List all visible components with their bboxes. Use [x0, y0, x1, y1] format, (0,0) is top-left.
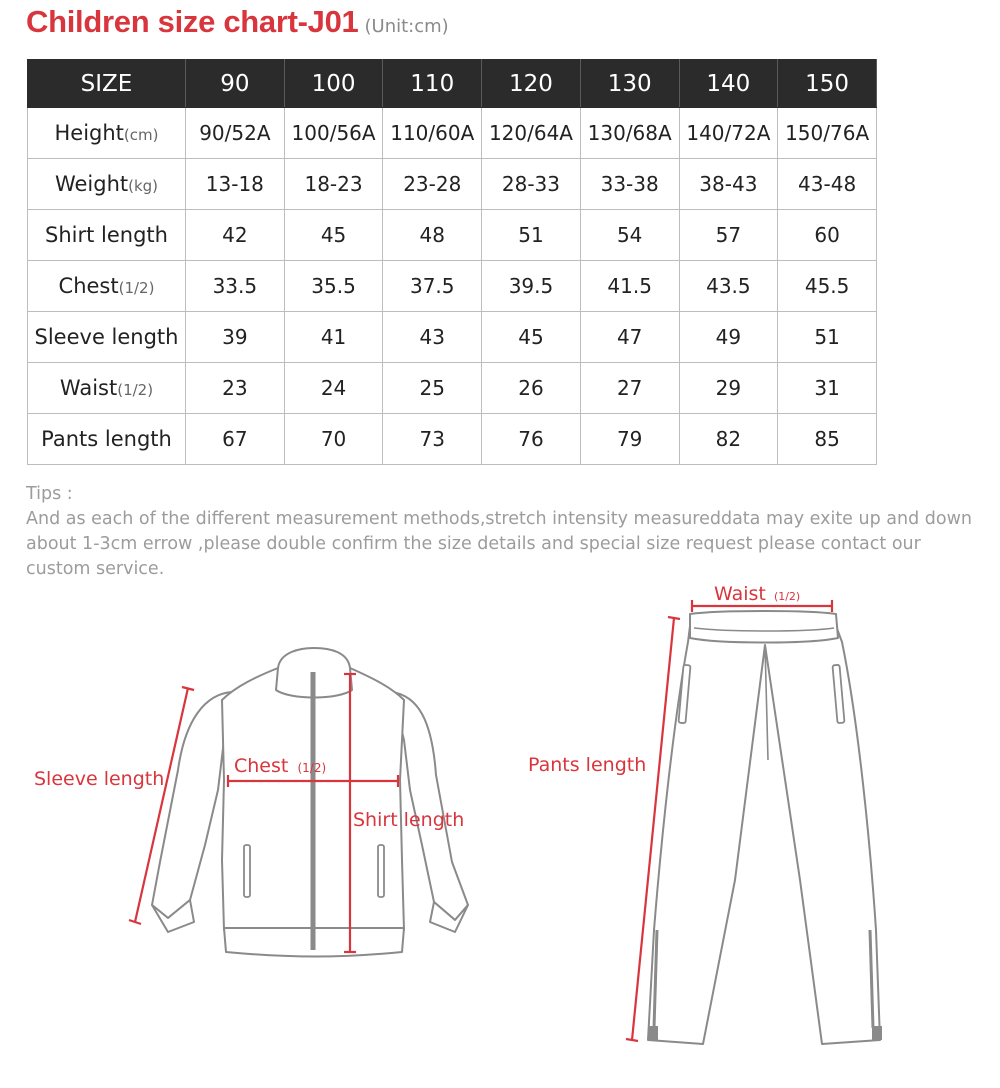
table-cell: 37.5 — [383, 261, 482, 312]
table-cell: 130/68A — [580, 108, 679, 159]
table-cell: 39 — [186, 312, 285, 363]
sleeve-length-label: Sleeve length — [34, 768, 165, 790]
waist-label: Waist — [714, 583, 766, 605]
pants-length-label: Pants length — [528, 754, 647, 776]
pants-left-cuff-zip — [648, 1026, 658, 1040]
row-label-text: Waist — [59, 376, 118, 400]
table-cell: 76 — [482, 414, 581, 465]
table-cell: 45 — [284, 210, 383, 261]
row-label-text: Height — [54, 121, 124, 145]
table-cell: 48 — [383, 210, 482, 261]
row-label-unit: (kg) — [128, 177, 159, 195]
table-cell: 60 — [778, 210, 877, 261]
table-cell: 31 — [778, 363, 877, 414]
header-size-150: 150 — [778, 60, 877, 108]
table-cell: 41.5 — [580, 261, 679, 312]
row-label-text: Sleeve length — [34, 325, 179, 349]
table-cell: 23 — [186, 363, 285, 414]
table-cell: 120/64A — [482, 108, 581, 159]
table-cell: 45.5 — [778, 261, 877, 312]
row-label-unit: (cm) — [123, 126, 159, 144]
table-cell: 90/52A — [186, 108, 285, 159]
table-cell: 43.5 — [679, 261, 778, 312]
table-cell: 82 — [679, 414, 778, 465]
table-cell: 33.5 — [186, 261, 285, 312]
jacket-illustration — [152, 648, 468, 957]
jacket-left-pocket — [244, 845, 250, 897]
chest-label: Chest — [234, 755, 289, 777]
waist-sub-label: (1/2) — [773, 590, 801, 603]
table-cell: 140/72A — [679, 108, 778, 159]
tips-heading: Tips : — [26, 484, 73, 504]
table-cell: 42 — [186, 210, 285, 261]
header-size-90: 90 — [186, 60, 285, 108]
table-cell: 49 — [679, 312, 778, 363]
table-cell: 57 — [679, 210, 778, 261]
shirt-length-label: Shirt length — [353, 809, 465, 831]
header-size-120: 120 — [482, 60, 581, 108]
table-cell: 85 — [778, 414, 877, 465]
table-cell: 110/60A — [383, 108, 482, 159]
table-cell: 28-33 — [482, 159, 581, 210]
table-cell: 67 — [186, 414, 285, 465]
row-label-text: Shirt length — [45, 223, 168, 247]
pants-waistband — [690, 611, 838, 643]
table-cell: 54 — [580, 210, 679, 261]
table-cell: 29 — [679, 363, 778, 414]
table-cell: 24 — [284, 363, 383, 414]
table-cell: 79 — [580, 414, 679, 465]
row-label-text: Chest — [58, 274, 119, 298]
table-cell: 27 — [580, 363, 679, 414]
table-cell: 73 — [383, 414, 482, 465]
table-cell: 100/56A — [284, 108, 383, 159]
page-title: Children size chart-J01 — [26, 4, 359, 39]
table-cell: 38-43 — [679, 159, 778, 210]
row-label-text: Pants length — [41, 427, 172, 451]
table-cell: 45 — [482, 312, 581, 363]
table-cell: 70 — [284, 414, 383, 465]
table-cell: 39.5 — [482, 261, 581, 312]
table-cell: 18-23 — [284, 159, 383, 210]
chest-sub-label: (1/2) — [297, 761, 327, 775]
jacket-left-sleeve — [152, 692, 232, 918]
table-cell: 51 — [482, 210, 581, 261]
header-size-100: 100 — [284, 60, 383, 108]
table-cell: 26 — [482, 363, 581, 414]
table-cell: 47 — [580, 312, 679, 363]
header-size-130: 130 — [580, 60, 679, 108]
row-label-text: Weight — [54, 172, 129, 196]
tips-text: And as each of the different measurement methods,stretch intensity measureddata may exite up and down about 1-3cm errow ,please double confirm the size details and special size request please contact our custom service. — [26, 509, 972, 579]
table-cell: 41 — [284, 312, 383, 363]
table-cell: 33-38 — [580, 159, 679, 210]
pants-illustration — [648, 611, 882, 1044]
row-label-unit: (1/2) — [117, 381, 154, 399]
table-cell: 150/76A — [778, 108, 877, 159]
jacket-right-pocket — [378, 845, 384, 897]
header-size-140: 140 — [679, 60, 778, 108]
table-cell: 23-28 — [383, 159, 482, 210]
table-cell: 51 — [778, 312, 877, 363]
header-size-110: 110 — [383, 60, 482, 108]
header-size-label: SIZE — [28, 60, 186, 108]
pants-right-cuff-zip — [872, 1026, 882, 1040]
row-label-unit: (1/2) — [118, 279, 155, 297]
table-cell: 13-18 — [186, 159, 285, 210]
waist-label-group — [714, 583, 800, 605]
unit-note: (Unit:cm) — [364, 16, 449, 37]
table-cell: 43 — [383, 312, 482, 363]
table-cell: 25 — [383, 363, 482, 414]
table-cell: 43-48 — [778, 159, 877, 210]
table-cell: 35.5 — [284, 261, 383, 312]
